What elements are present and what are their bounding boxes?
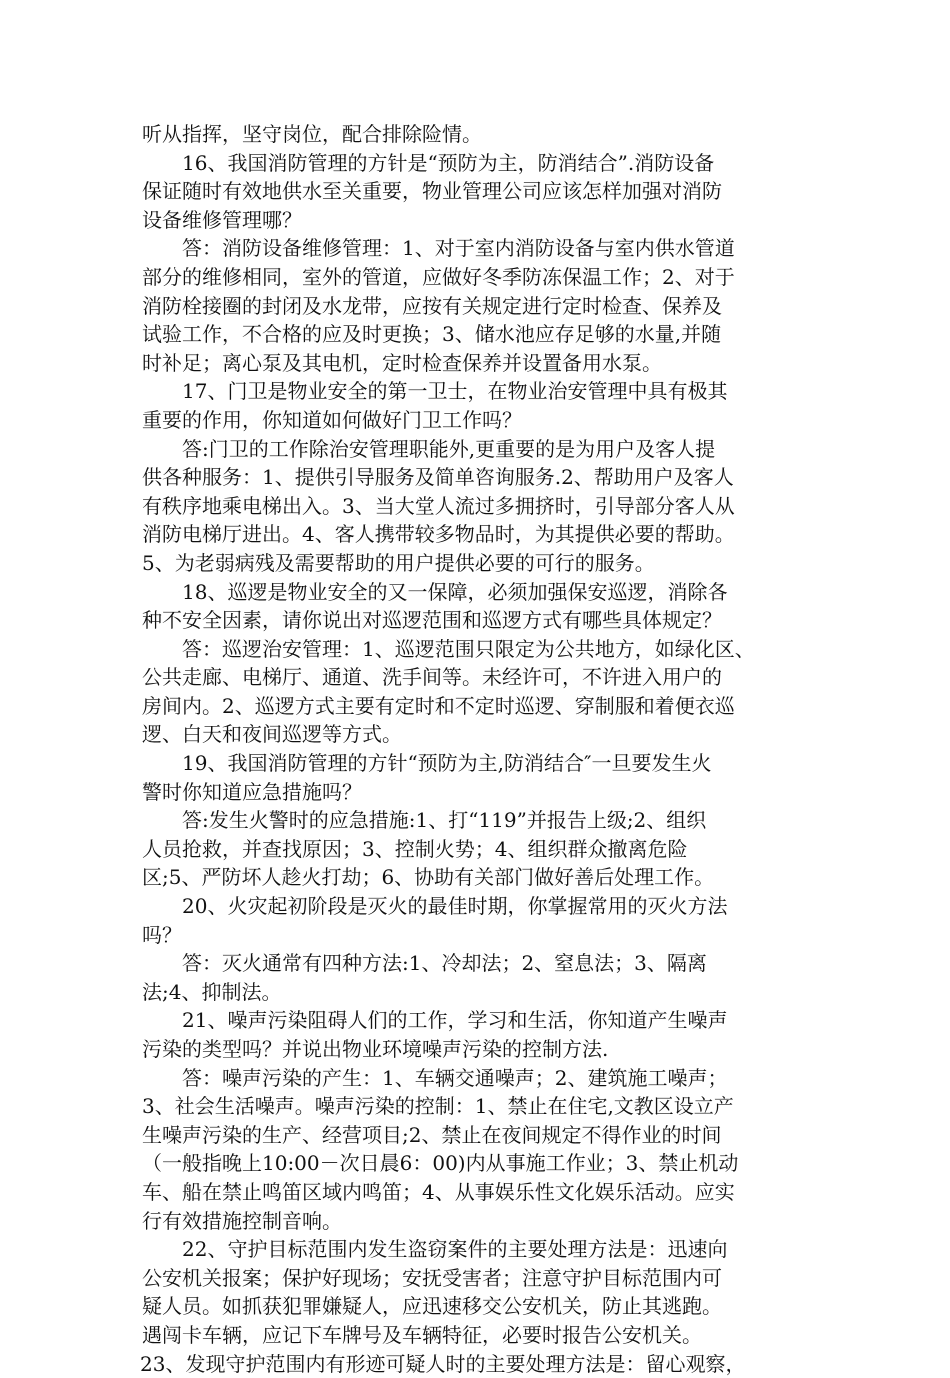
document-body (142, 120, 822, 1378)
text-line: 保证随时有效地供水至关重要，物业管理公司应该怎样加强对消防 (142, 179, 722, 204)
text-line: 污染的类型吗？并说出物业环境噪声污染的控制方法. (142, 1037, 609, 1061)
text-line: 试验工作，不合格的应及时更换；3、储水池应存足够的水量,并随 (142, 322, 722, 347)
text-line: 答:门卫的工作除治安管理职能外,更重要的是为用户及客人提 (142, 436, 716, 461)
text-line: 19、我国消防管理的方针“预防为主,防消结合″一旦要发生火 (142, 751, 712, 776)
text-line: 16、我国消防管理的方针是“预防为主，防消结合”.消防设备 (142, 150, 715, 175)
text-line: 重要的作用，你知道如何做好门卫工作吗？ (142, 407, 522, 432)
text-line: 有秩序地乘电梯出入。3、当大堂人流过多拥挤时，引导部分客人从 (142, 493, 735, 518)
text-line: 人员抢救，并查找原因；3、控制火势；4、组织群众撤离危险 (142, 836, 688, 861)
text-line: 供各种服务：1、提供引导服务及简单咨询服务.2、帮助用户及客人 (142, 465, 734, 490)
text-line: 21、噪声污染阻碍人们的工作，学习和生活，你知道产生噪声 (142, 1008, 728, 1033)
text-line: 22、守护目标范围内发生盗窃案件的主要处理方法是：迅速向 (142, 1237, 728, 1262)
text-line: 消防栓接圈的封闭及水龙带，应按有关规定进行定时检查、保养及 (142, 293, 722, 318)
text-line: 答:发生火警时的应急措施:1、打“119”并报告上级;2、组织 (142, 808, 707, 833)
text-line: 3、社会生活噪声。噪声污染的控制：1、禁止在住宅,文教区设立产 (142, 1094, 734, 1119)
text-line: 设备维修管理哪？ (142, 207, 302, 232)
text-line: 5、为老弱病残及需要帮助的用户提供必要的可行的服务。 (142, 550, 655, 575)
text-line: 法;4、抑制法。 (142, 979, 282, 1004)
text-line: 房间内。2、巡逻方式主要有定时和不定时巡逻、穿制服和着便衣巡 (142, 693, 735, 718)
text-line: 时补足；离心泵及其电机，定时检查保养并设置备用水泵。 (142, 350, 662, 375)
text-line: 逻、白天和夜间巡逻等方式。 (142, 722, 402, 747)
text-line: 部分的维修相同，室外的管道，应做好冬季防冻保温工作；2、对于 (142, 264, 735, 289)
text-line: 遇闯卡车辆，应记下车牌号及车辆特征，必要时报告公安机关。 (142, 1322, 702, 1347)
text-line: 车、船在禁止鸣笛区域内鸣笛；4、从事娱乐性文化娱乐活动。应实 (142, 1179, 735, 1204)
text-line: 疑人员。如抓获犯罪嫌疑人，应迅速移交公安机关，防止其逃跑。 (142, 1294, 722, 1319)
text-line: 17、门卫是物业安全的第一卫士，在物业治安管理中具有极其 (142, 379, 728, 404)
text-line: （一般指晚上10:00－次日晨6：00)内从事施工作业；3、禁止机动 (142, 1151, 739, 1176)
text-line: 行有效措施控制音响。 (142, 1208, 342, 1233)
text-line: 公共走廊、电梯厅、通道、洗手间等。未经许可，不许进入用户的 (142, 665, 722, 690)
text-line: 消防电梯厅进出。4、客人携带较多物品时，为其提供必要的帮助。 (142, 522, 735, 547)
text-line: 答：消防设备维修管理：1、对于室内消防设备与室内供水管道 (142, 236, 735, 261)
text-line: 警时你知道应急措施吗？ (142, 779, 362, 804)
text-line: 20、火灾起初阶段是灭火的最佳时期，你掌握常用的灭火方法 (142, 894, 728, 919)
text-line: 23、发现守护范围内有形迹可疑人时的主要处理方法是：留心观察， (140, 1351, 746, 1376)
text-line: 听从指挥，坚守岗位，配合排除险情。 (142, 122, 482, 146)
text-line: 种不安全因素，请你说出对巡逻范围和巡逻方式有哪些具体规定？ (142, 608, 722, 633)
text-line: 18、巡逻是物业安全的又一保障，必须加强保安巡逻，消除各 (142, 579, 728, 604)
text-line: 公安机关报案；保护好现场；安抚受害者；注意守护目标范围内可 (142, 1265, 722, 1290)
text-line: 吗？ (142, 922, 182, 947)
text-line: 答：噪声污染的产生：1、车辆交通噪声；2、建筑施工噪声； (142, 1065, 728, 1090)
text-line: 区;5、严防坏人趁火打劫；6、协助有关部门做好善后处理工作。 (142, 865, 715, 890)
text-line: 答：巡逻治安管理：1、巡逻范围只限定为公共地方，如绿化区、 (142, 636, 755, 661)
text-line: 答：灭火通常有四种方法:1、冷却法；2、窒息法；3、隔离 (142, 951, 707, 976)
text-line: 生噪声污染的生产、经营项目;2、禁止在夜间规定不得作业的时间 (142, 1122, 722, 1147)
